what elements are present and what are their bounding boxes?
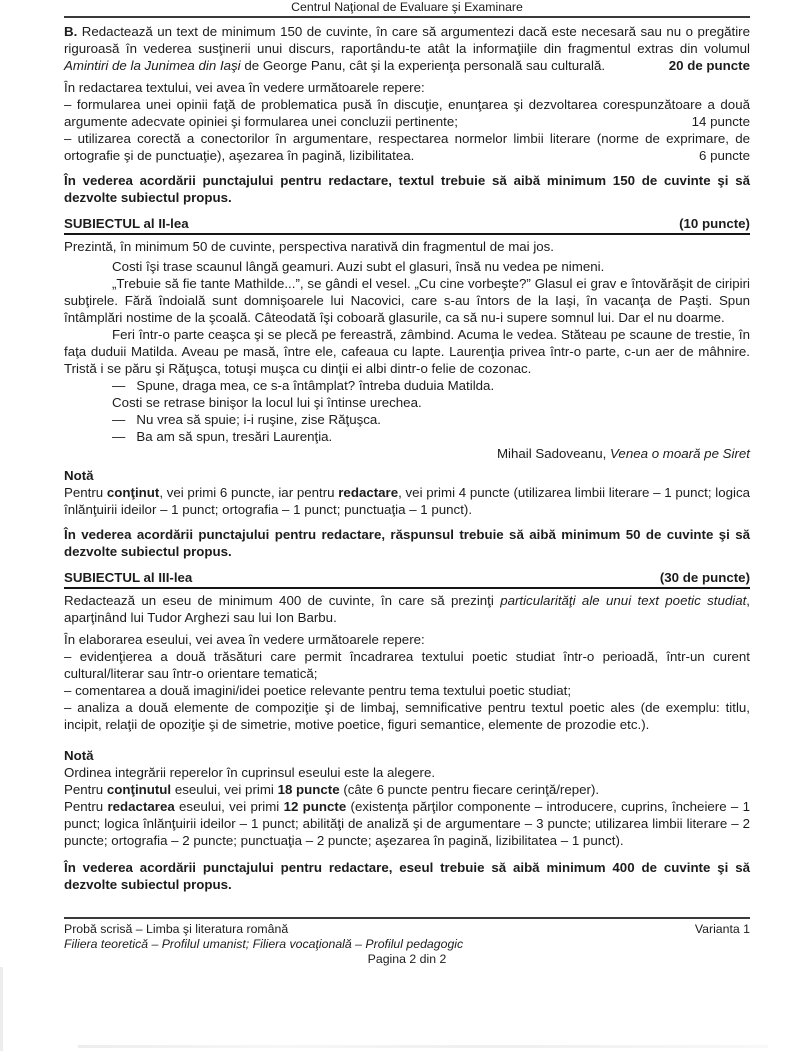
section-points: (10 puncte)	[679, 216, 750, 231]
task-italic-phrase: particularităţi ale unui text poetic studiat	[500, 593, 747, 608]
note-line: Ordinea integrării reperelor în cuprinsul eseului este la alegere.	[64, 765, 436, 780]
subject-2-task: Prezintă, în minimum 50 de cuvinte, perspectiva narativă din fragmentul de mai jos.	[64, 239, 555, 254]
scan-artifact	[78, 1045, 768, 1048]
note-paragraph	[64, 484, 750, 518]
essay-repere-item: – comentarea a două imagini/idei poetice relevante pentru tema textului poetic studiat;	[64, 683, 572, 698]
footer-row	[64, 922, 750, 937]
note-bold-term: redactare	[338, 485, 399, 500]
quote-paragraph: Costi se retrase binişor la locul lui şi întinse urechea.	[112, 395, 422, 410]
dialogue-line: — Ba am să spun, tresări Laurenţia.	[112, 429, 333, 444]
footer-variant: Varianta 1	[694, 922, 750, 936]
note-text: eseului, vei primi	[174, 799, 284, 814]
section-title: SUBIECTUL al II-lea	[64, 216, 189, 231]
scan-artifact	[0, 967, 3, 1051]
note-text: eseului, vei primi	[171, 782, 278, 797]
note-bold-term: redactarea	[107, 799, 175, 814]
note-bold-term: 18 puncte	[277, 782, 340, 797]
repere-points: 6 puncte	[698, 148, 750, 163]
note-title: Notă	[64, 748, 94, 763]
task-text: , aparţinând lui Tudor Arghezi sau lui Ion Barbu.	[64, 593, 750, 625]
quote-paragraph: „Trebuie să fie tante Mathilde...”, se gândi el vesel. „Cu cine vorbeşte?” Glasul ei grav e întovărăşit de ciripiri subţirele. Fără îndoială sunt domnişoarele lui Nacovici, care s-au întors de la Iaşi, în vacanţa de Paşti. Spun întâmplări nostime de la şcoală. Câteodată îşi coboară glasurile, ca să nu-i supere somnul lui. Dar el nu doarme.	[64, 276, 750, 325]
part-b-volume-title: Amintiri de la Junimea din Iaşi	[64, 58, 241, 73]
repere-points: 14 puncte	[691, 114, 750, 129]
part-b-points: 20 de puncte	[668, 58, 750, 73]
part-b-label: B.	[64, 24, 78, 39]
section-title: SUBIECTUL al III-lea	[64, 570, 193, 585]
doc-header	[64, 0, 750, 18]
note-paragraph	[64, 798, 750, 849]
note-text: Pentru	[64, 799, 108, 814]
footer-exam-name: Probă scrisă – Limba şi literatura română	[64, 922, 289, 936]
quote-paragraph: Feri într-o parte ceaşca şi se plecă pe fereastră, zâmbind. Acuma le vedea. Stăteau pe scaune de trestie, în faţa duduii Matilda. Aveau pe masă, între ele, cafeaua cu lapte. Laurenţia privea într-o parte, c-un aer de mâhnire. Tristă i se păru şi Răţuşca, totuşi muşca cu dinţii ei albi dintr-o felie de cozonac.	[64, 327, 750, 376]
part-b-text-after: de George Panu, cât şi la experienţa personală sau culturală.	[240, 58, 606, 73]
note-text: (câte 6 puncte pentru fiecare cerinţă/reper).	[339, 782, 600, 797]
essay-repere-item: – evidenţierea a două trăsături care permit încadrarea textului poetic studiat într-o perioadă, într-un curent cultural/literar sau într-o orientare tematică;	[64, 649, 750, 681]
work-title: Venea o moară pe Siret	[610, 446, 750, 461]
repere-text: – utilizarea corectă a conectorilor în argumentare, respectarea normelor limbii literare (norme de exprimare, de ortografie şi de punctuaţie), aşezarea în pagină, lizibilitatea.	[64, 131, 750, 163]
subject-3-requirement: În vederea acordării punctajului pentru redactare, eseul trebuie să aibă minimum 400 de cuvinte şi să dezvolte subiectul propus.	[64, 860, 750, 892]
footer-page-number: Pagina 2 din 2	[367, 952, 447, 966]
note-title: Notă	[64, 468, 94, 483]
task-text: Redactează un eseu de minimum 400 de cuvinte, în care să prezinţi	[64, 593, 501, 608]
subject-3-reperes-intro: În elaborarea eseului, vei avea în vedere următoarele repere:	[64, 632, 425, 647]
section-points: (30 de puncte)	[659, 570, 750, 585]
footer-filiera: Filiera teoretică – Profilul umanist; Filiera vocaţională – Profilul pedagogic	[64, 937, 464, 951]
part-b-text: Redactează un text de minimum 150 de cuvinte, în care să argumentezi dacă este necesară sau nu o pregătire riguroasă în vederea susţinerii unui discurs, raportându-te atât la informaţiile din fragmentul extras din volumul	[64, 24, 750, 56]
part-b-requirement: În vederea acordării punctajului pentru redactare, textul trebuie să aibă minimum 150 de cuvinte şi să dezvolte subiectul propus.	[64, 173, 750, 205]
author-name: Mihail Sadoveanu,	[496, 446, 611, 461]
note-bold-term: 12 puncte	[283, 799, 347, 814]
part-b-reperes-intro: În redactarea textului, vei avea în vedere următoarele repere:	[64, 80, 425, 95]
quote-block	[64, 258, 750, 445]
essay-repere-item: – analiza a două elemente de compoziţie şi de limbaj, semnificative pentru textul poetic ales (de exemplu: titlu, incipit, relaţii de opoziţie şi de simetrie, motive poetice, figuri semantice, elemente de prozodie etc.).	[64, 700, 750, 732]
note-text: , vei primi 4 puncte (utilizarea limbii literare – 1 punct; logica înlănţuirii ideilor – 1 punct; ortografia – 1 punct; punctuaţia – 1 punct).	[64, 485, 750, 517]
note-text: , vei primi 6 puncte, iar pentru	[159, 485, 339, 500]
quote-paragraph: Costi îşi trase scaunul lângă geamuri. Auzi subt el glasuri, însă nu vedea pe nimeni.	[112, 259, 605, 274]
subject-3-task	[64, 592, 750, 626]
note-paragraph	[64, 781, 750, 798]
subject-2-requirement: În vederea acordării punctajului pentru redactare, răspunsul trebuie să aibă minimum 50 de cuvinte şi să dezvolte subiectul propus.	[64, 527, 750, 559]
section-header-subject-2	[64, 215, 750, 235]
section-header-subject-3	[64, 569, 750, 589]
part-b-paragraph	[64, 23, 750, 74]
repere-item	[64, 96, 750, 130]
repere-text: – formularea unei opinii faţă de problematica pusă în discuţie, enunţarea şi dezvoltarea corespunzătoare a două argumente adecvate opiniei şi formularea unei concluzii pertinente;	[64, 97, 750, 129]
note-bold-term: conţinutul	[106, 782, 172, 797]
dialogue-line: — Spune, draga mea, ce s-a întâmplat? întreba duduia Matilda.	[112, 378, 495, 393]
dialogue-line: — Nu vrea să spuie; i-i ruşine, zise Răţuşca.	[112, 412, 381, 427]
header-title: Centrul Naţional de Evaluare şi Examinare	[291, 0, 523, 14]
note-text: (existenţa părţilor componente – introducere, cuprins, încheiere – 1 punct; logica înlănţuirii ideilor – 1 punct; abilităţi de analiză şi de argumentare – 3 puncte; utilizarea limbii literare – 2 puncte; ortografia – 2 puncte; punctuaţia – 2 puncte; aşezarea în pagină, lizibilitatea – 1 punct).	[64, 799, 750, 848]
repere-item	[64, 130, 750, 164]
note-text: Pentru	[64, 485, 107, 500]
quote-attribution	[64, 445, 750, 462]
note-text: Pentru	[64, 782, 107, 797]
note-bold-term: conţinut	[106, 485, 160, 500]
doc-footer	[64, 917, 750, 967]
